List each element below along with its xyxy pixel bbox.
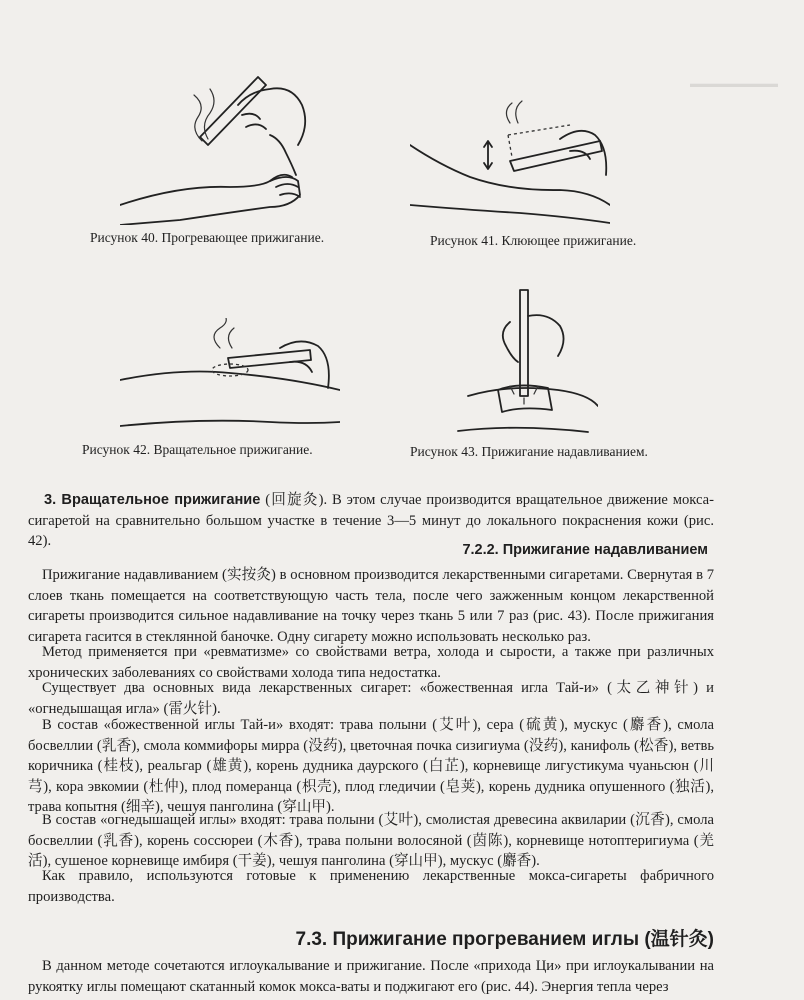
paragraph-2: Метод применяется при «ревматизме» со свойствами ветра, холода и сырости, а также при различных хронических заболеваниях со свойствами холода типа недостатка. — [28, 644, 714, 681]
figure-43-caption: Рисунок 43. Прижигание надавливанием. — [410, 444, 648, 459]
section-heading: 7.3. Прижигание прогреванием иглы (温针灸) — [295, 929, 714, 950]
pecking-moxibustion-illustration — [410, 95, 610, 225]
subsection-heading: 7.2.2. Прижигание надавливанием — [462, 542, 708, 558]
figure-42-caption: Рисунок 42. Вращательное прижигание. — [82, 442, 313, 457]
figure-43 — [410, 286, 648, 459]
pressing-moxibustion-illustration — [448, 286, 598, 436]
rotational-moxibustion-illustration — [120, 318, 340, 428]
paragraph-4: В состав «божественной иглы Тай-и» входят: трава полыни (艾叶), сера (硫黄), мускус (麝香), смола босвеллии (乳香), смола коммифоры мирра (没药), цветочная почка сизигиума (没药), канифоль (松香), ветвь коричника (桂枝), реальгар (雄黄), корень дудника даурского (白芷), корневище лигустикума чуаньсюн (川芎), кора эвкомии (杜仲), плод померанца (枳壳), плод гледичии (皂荚), корень дудника опушенного (独活), трава копытня (细辛), чешуя панголина (穿山甲). — [28, 717, 714, 815]
paragraph-5: В состав «огнедышащей иглы» входят: трава полыни (艾叶), смолистая древесина аквиларии (沉香), смола босвеллии (乳香), корень соссюреи (木香), трава полыни волосяной (茵陈), корневище нотоптеригиума (羌活), сушеное корневище имбиря (干姜), чешуя панголина (穿山甲), мускус (麝香). — [28, 812, 714, 869]
paragraph-6: Как правило, используются готовые к применению лекарственные мокса-сигареты фабричного производства. — [28, 868, 714, 905]
figure-41-caption: Рисунок 41. Клюющее прижигание. — [430, 233, 637, 248]
paragraph-rotational-text: (回旋灸). В этом случае производится вращательное движение мокса-сигаретой на сравнительно большом участке в течение 3—5 минут до локального покраснения кожи (рис. 42). — [28, 492, 714, 549]
figure-40 — [90, 55, 360, 245]
term-rotational: 3. Вращательное прижигание — [44, 492, 261, 508]
figure-42 — [82, 318, 340, 457]
paragraph-3: Существует два основных вида лекарственных сигарет: «божественная игла Тай-и» (太乙神针) и «огнедышащая игла» (雷火针). — [28, 680, 714, 717]
figure-41 — [410, 95, 637, 248]
show-through-text: ▬▬▬▬▬▬▬▬ — [690, 78, 778, 90]
paragraph-final: В данном методе сочетаются иглоукалывание и прижигание. После «прихода Ци» при иглоукалывании на рукоятку иглы помещают скатанный комок мокса-ваты и поджигают его (рис. 44). Энергия тепла через — [28, 958, 714, 995]
figure-40-caption: Рисунок 40. Прогревающее прижигание. — [90, 230, 325, 245]
paragraph-1: Прижигание надавливанием (实按灸) в основном производится лекарственными сигаретами. Свернутая в 7 слоев ткань помещается на соответствующую часть тела, после чего зажженным концом лекарственной сигареты производится сильное надавливание на точку через ткань 5 или 7 раз (рис. 43). После прижигания сигарета гасится в стеклянной баночке. Одну сигарету можно использовать несколько раз. — [28, 567, 714, 645]
warming-moxibustion-illustration — [120, 55, 360, 225]
